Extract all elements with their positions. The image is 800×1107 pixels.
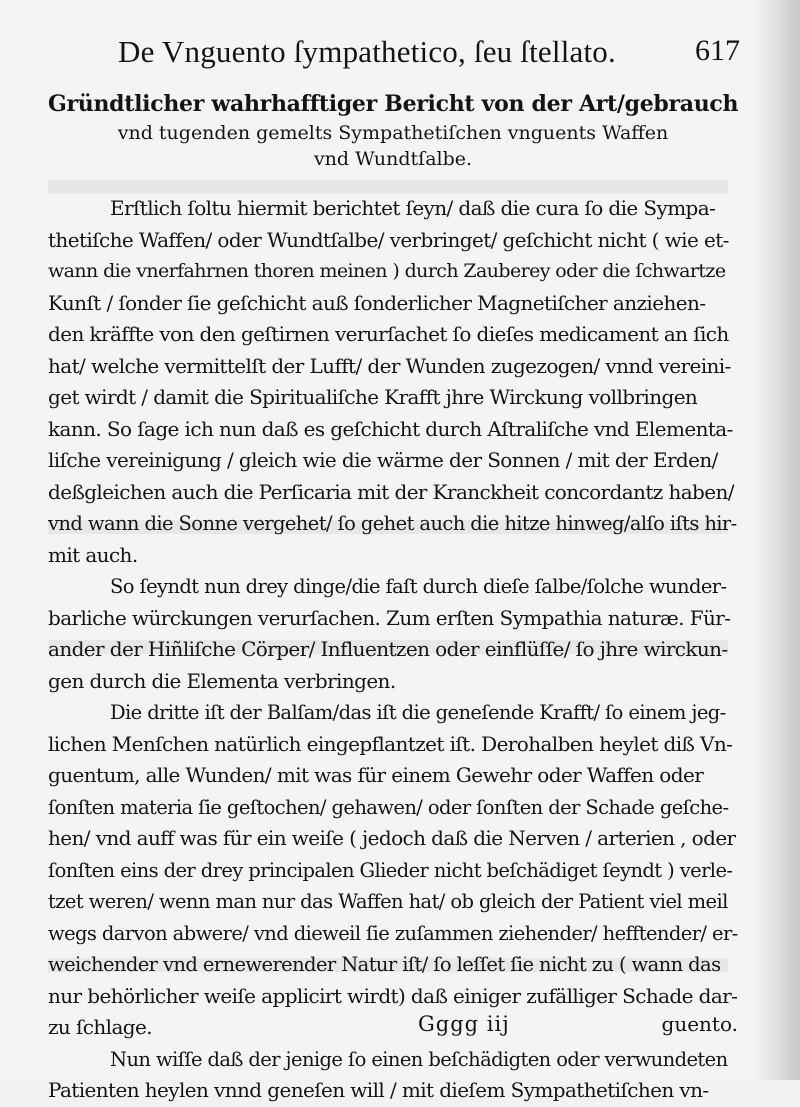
text-line: thetiſche Waffen/ oder Wundtſalbe/ verbringet/ geſchicht nicht ( wie et- — [48, 227, 729, 252]
body-text — [48, 193, 738, 1107]
text-line: tzet weren/ wenn man nur das Waffen hat/ ob gleich der Patient viel meil — [48, 890, 728, 913]
text-line: barliche würckungen verurſachen. Zum erſten Sympathia naturæ. Für- — [48, 605, 731, 630]
text-line: ſonſten eins der drey principalen Glieder nicht beſchädiget ſeyndt ) verle- — [48, 858, 733, 882]
text-line: Kunſt / ſonder ſie geſchicht auß ſonderlicher Magnetiſcher anziehen- — [48, 290, 706, 315]
text-line: hen/ vnd auff was für ein weiſe ( jedoch daß die Nerven / arterien , oder — [48, 826, 736, 850]
text-line: liſche vereinigung / gleich wie die wärme der Sonnen / mit der Erden/ — [48, 448, 718, 472]
page-number: 617 — [695, 34, 740, 67]
text-line: wann die vnerfahrnen thoren meinen ) durch Zauberey oder die ſchwartze — [48, 260, 726, 282]
page-header — [118, 34, 740, 74]
text-line: zu ſchlage. — [48, 1015, 152, 1039]
text-line: vnd wann die Sonne vergehet/ ſo gehet auch die hitze hinweg/alſo iſts hir- — [48, 512, 737, 535]
text-line: wegs darvon abwere/ vnd dieweil ſie zuſammen ziehender/ hefftender/ er- — [48, 921, 738, 945]
show-through-stain — [48, 180, 728, 194]
text-line: Die dritte iſt der Balſam/das iſt die geneſende Krafft/ ſo einem jeg- — [110, 701, 726, 724]
text-line: lichen Menſchen natürlich eingepflantzet iſt. Derohalben heylet diß Vn- — [48, 731, 733, 756]
text-line: Erſtlich ſoltu hiermit berichtet ſeyn/ daß die cura ſo die Sympa- — [110, 196, 716, 220]
text-line: mit auch. — [48, 542, 138, 567]
text-line: get wirdt / damit die Spiritualiſche Krafft jhre Wirckung vollbringen — [48, 385, 698, 409]
catchword: guento. — [661, 1012, 738, 1036]
text-line: gen durch die Elementa verbringen. — [48, 668, 396, 693]
page-edge-shadow — [754, 0, 800, 1080]
text-line: Patienten heylen vnnd geneſen will / mit dieſem Sympathetiſchen vn- — [48, 1078, 709, 1102]
text-line: Nun wiſſe daß der jenige ſo einen beſchädigten oder verwundeten — [110, 1047, 728, 1071]
text-line: den kräffte von den geſtirnen verurſachet ſo dieſes medicament an ſich — [48, 322, 729, 346]
running-title: De Vnguento ſympathetico, ſeu ſtellato. — [118, 34, 616, 69]
text-line: So ſeyndt nun drey dinge/die faſt durch dieſe ſalbe/ſolche wunder- — [110, 575, 727, 598]
text-line: guentum, alle Wunden/ mit was für einem Gewehr oder Waffen oder — [48, 763, 704, 787]
text-line: deßgleichen auch die Perſicaria mit der Kranckheit concordantz haben/ — [48, 479, 734, 504]
text-line: nur behörlicher weiſe applicirt wirdt) daß einiger zufälliger Schade dar- — [48, 983, 738, 1008]
heading-line-3: vnd Wundtſalbe. — [313, 148, 473, 170]
text-line: weichender vnd ernewerender Natur iſt/ ſo leſſet ſie nicht zu ( wann das — [48, 953, 721, 976]
text-line: kann. So ſage ich nun daß es geſchicht durch Aſtraliſche vnd Elementa- — [48, 416, 733, 441]
heading-line-1: Gründtlicher wahrhafftiger Bericht von der Art/gebrauch — [48, 91, 739, 117]
signature-mark: Gggg iij — [418, 1012, 510, 1036]
page-footer — [48, 1012, 738, 1048]
heading-line-2: vnd tugenden gemelts Sympathetiſchen vnguents Waffen — [117, 122, 669, 144]
text-line: hat/ welche vermittelſt der Lufft/ der Wunden zugezogen/ vnnd vereini- — [48, 353, 731, 378]
text-line: ander der Hiñliſche Cörper/ Influentzen oder einflüſſe/ ſo jhre wirckun- — [48, 637, 728, 661]
text-line: ſonſten materia ſie geſtochen/ gehawen/ oder ſonſten der Schade geſche- — [48, 795, 729, 819]
section-heading — [48, 88, 738, 172]
